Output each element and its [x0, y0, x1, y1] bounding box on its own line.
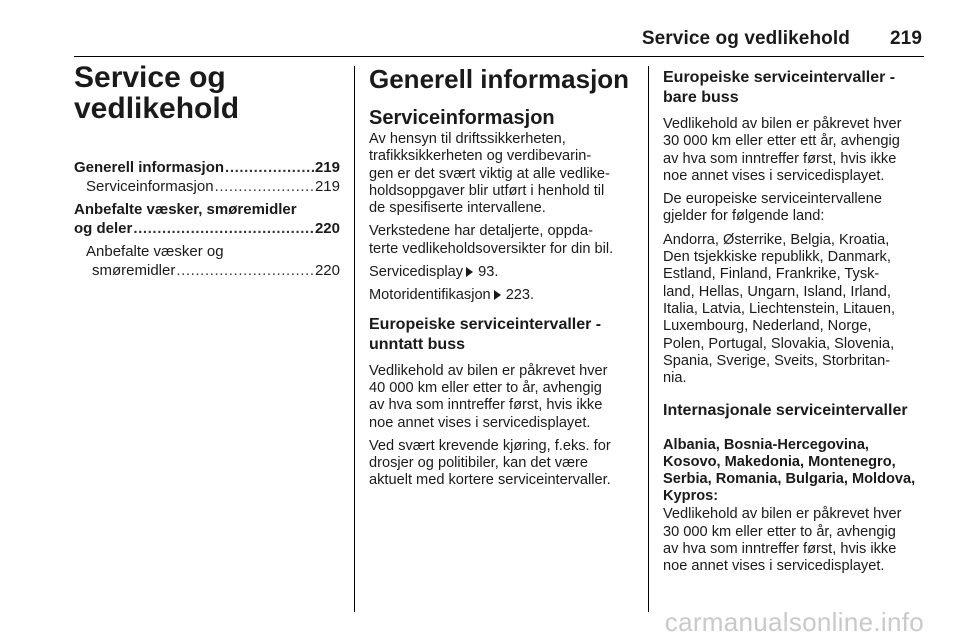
column-divider-2 — [648, 66, 649, 612]
toc-entry-serviceinformasjon[interactable] — [74, 177, 340, 196]
header-title: Service og vedlikehold — [641, 28, 850, 49]
heading-line: Albania, Bosnia-Hercegovina, — [663, 437, 869, 454]
text-line: 40 000 km eller etter to år, avhengig — [369, 379, 602, 396]
heading-land-internasjonale — [663, 437, 929, 505]
text-line: noe annet vises i servicedisplayet. — [369, 414, 591, 431]
text-line: 30 000 km eller etter to år, avhengig — [663, 523, 896, 540]
text-line: aktuelt med kortere serviceintervaller. — [369, 472, 611, 489]
chapter-title-line2: vedlikehold — [74, 92, 240, 125]
heading-internasjonale-serviceintervaller: Internasjonale serviceintervaller — [663, 402, 908, 420]
content-column-2 — [369, 60, 635, 490]
chapter-title-line1: Service og — [74, 61, 226, 94]
paragraph-intervall-30000-ett-ar — [663, 116, 929, 185]
toc-leader-dots — [176, 261, 314, 280]
toc-entry-page: 219 — [314, 178, 340, 195]
toc-entry-text: og deler — [74, 220, 133, 237]
paragraph-intervall-30000-to-ar — [663, 506, 929, 575]
text-line: holdsoppgaver blir utført i henhold til — [369, 182, 605, 199]
paragraph-landliste — [663, 232, 929, 388]
text-line: 30 000 km eller etter ett år, avhengig — [663, 133, 900, 150]
section-heading-generell-informasjon: Generell informasjon — [369, 64, 630, 94]
heading-line: bare buss — [663, 89, 739, 106]
heading-line: Kosovo, Makedonia, Montenegro, — [663, 454, 896, 471]
toc-entry-text: Generell informasjon — [74, 159, 225, 176]
toc-entry-page: 219 — [314, 159, 340, 176]
content-column-3 — [663, 60, 929, 576]
heading-line: unntatt buss — [369, 335, 465, 353]
toc-entry-page: 220 — [314, 220, 340, 237]
reference-servicedisplay[interactable] — [369, 264, 635, 281]
text-line: de spesifiserte intervallene. — [369, 200, 546, 217]
paragraph-krevende-kjoring — [369, 438, 635, 490]
toc-entry-text: smøremidler — [92, 262, 176, 279]
text-line: Andorra, Østerrike, Belgia, Kroatia, — [663, 231, 890, 248]
reference-page: 93. — [478, 264, 499, 281]
toc-entry-generell-informasjon[interactable] — [74, 158, 340, 177]
running-header — [642, 28, 922, 50]
text-line: De europeiske serviceintervallene — [663, 191, 883, 208]
text-line: Ved svært krevende kjøring, f.eks. for — [369, 437, 611, 454]
text-line: drosjer og politibiler, kan det være — [369, 455, 589, 472]
page-reference-arrow-icon — [466, 267, 473, 277]
chapter-title — [74, 62, 340, 124]
paragraph-intervall-40000 — [369, 363, 635, 432]
reference-text: Motoridentifikasjon — [369, 287, 491, 304]
heading-line: Europeiske serviceintervaller - — [663, 69, 896, 86]
text-line: gen er det svært viktig at alle vedlike- — [369, 165, 610, 182]
text-line: trafikksikkerheten og verdibevarin- — [369, 148, 592, 165]
text-line: Den tsjekkiske republikk, Danmark, — [663, 249, 891, 266]
heading-line: Kypros: — [663, 488, 719, 505]
toc-entry-anbefalte-vaesker-og-deler[interactable] — [74, 200, 340, 238]
page-number: 219 — [889, 28, 922, 49]
header-rule — [74, 56, 924, 57]
toc-entry-page: 220 — [314, 262, 340, 279]
text-line: av hva som inntreffer først, hvis ikke — [663, 541, 897, 558]
text-line: noe annet vises i servicedisplayet. — [663, 167, 885, 184]
text-line: Vedlikehold av bilen er påkrevet hver — [663, 506, 902, 523]
text-line: Vedlikehold av bilen er påkrevet hver — [663, 116, 902, 132]
toc-leader-dots — [133, 219, 314, 238]
reference-motoridentifikasjon[interactable] — [369, 287, 635, 304]
paragraph-verksteder — [369, 223, 635, 258]
text-line: gjelder for følgende land: — [663, 208, 825, 225]
toc-entry-text: Anbefalte væsker og — [86, 243, 224, 260]
toc-entry-text: Anbefalte væsker, smøremidler — [74, 201, 297, 218]
paragraph-driftssikkerhet — [369, 131, 635, 217]
chapter-column — [74, 60, 340, 284]
text-line: noe annet vises i servicedisplayet. — [663, 558, 885, 575]
text-line: Vedlikehold av bilen er påkrevet hver — [369, 362, 608, 379]
column-divider-1 — [354, 66, 355, 612]
subsection-heading-serviceinformasjon: Serviceinformasjon — [369, 107, 555, 129]
text-line: av hva som inntreffer først, hvis ikke — [663, 150, 897, 167]
heading-europeiske-serviceintervaller-bare-buss — [663, 68, 929, 108]
table-of-contents — [74, 158, 340, 280]
heading-europeiske-serviceintervaller-unntatt-buss — [369, 315, 635, 355]
reference-text: Servicedisplay — [369, 264, 464, 281]
toc-entry-text: Serviceinformasjon — [86, 178, 214, 195]
toc-leader-dots — [215, 177, 314, 196]
text-line: Av hensyn til driftssikkerheten, — [369, 131, 566, 147]
text-line: Estland, Finland, Frankrike, Tysk- — [663, 266, 880, 283]
toc-entry-anbefalte-vaesker-og-smoremidler[interactable] — [74, 242, 340, 280]
toc-leader-dots — [225, 158, 314, 177]
text-line: terte vedlikeholdsoversikter for din bil. — [369, 240, 614, 257]
text-line: av hva som inntreffer først, hvis ikke — [369, 397, 603, 414]
watermark: carmanualsonline.info — [664, 607, 924, 637]
text-line: Italia, Latvia, Liechtenstein, Litauen, — [663, 300, 896, 317]
text-line: Spania, Sverige, Sveits, Storbritan- — [663, 352, 891, 369]
page-reference-arrow-icon — [494, 290, 501, 300]
text-line: Verkstedene har detaljerte, oppda- — [369, 223, 593, 240]
paragraph-europeiske-intervaller-gjelder — [663, 191, 929, 226]
text-line: land, Hellas, Ungarn, Island, Irland, — [663, 283, 891, 300]
heading-line: Europeiske serviceintervaller - — [369, 315, 602, 333]
text-line: nia. — [663, 370, 687, 387]
text-line: Polen, Portugal, Slovakia, Slovenia, — [663, 335, 895, 352]
reference-page: 223. — [505, 287, 535, 304]
heading-line: Serbia, Romania, Bulgaria, Moldova, — [663, 471, 916, 488]
text-line: Luxembourg, Nederland, Norge, — [663, 318, 872, 335]
